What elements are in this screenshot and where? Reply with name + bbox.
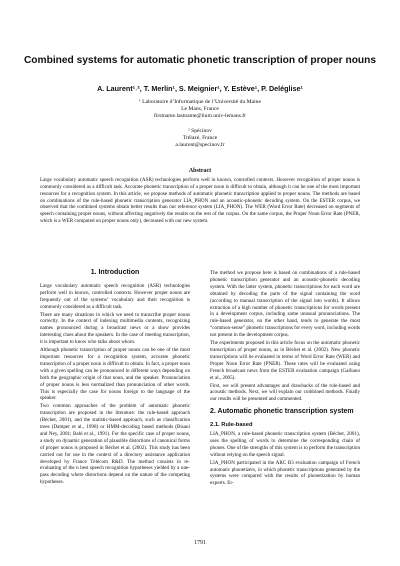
abstract-text: Large vocabulary automatic speech recognition (ASR) technologies perform well in known, controlled contexts. However recognition of proper nouns is commonly considered as a difficult task. Accurate phonetic transcription of a proper noun is difficult to obtain, although it can be one of the most important resources for a recognition system. In this article, we propose methods of automatic phonetic transcription applied to proper nouns. The methods are based on combinations of the rule-based phonetic transcription generator LIA_PHON and an acoustic-phonetic decoding system. On the ESTER corpus, we observed that the combined systems obtain better results than our reference system (LIA_PHON). The WER (Word Error Rate) decreased on segments of speech containing proper nouns, without affecting negatively the results on the rest of the corpus. On the same corpus, the Proper Noun Error Rate (PNER, which is a WER computed on proper nouns only), decreased with our new system. xyxy=(40,177,360,225)
affiliation-lium-city: Le Mans, France xyxy=(181,106,219,112)
section-1-heading: 1. Introduction xyxy=(90,269,140,276)
left-paragraph: Large vocabulary automatic speech recognition (ASR) technologies perform well in known, controlled contexts. However proper nouns are frequently out of the systems’ vocabulary and their recognition is commonly considered as a difficult task. xyxy=(40,282,190,310)
page-number: 1791 xyxy=(194,540,206,546)
left-column xyxy=(40,270,190,487)
left-paragraph: Although phonetic transcription of proper nouns can be one of the most important resources for a recognition system, accurate phonetic transcription of a proper noun is difficult to obtain. In fact, a proper noun with a given spelling can be pronounced in different ways depending on both the geographic origin of that noun, and the speaker. Pronunciation of proper nouns is less normalized than pronunciation of other words. This is especially the case for nouns foreign to the language of the speaker. xyxy=(40,347,190,402)
section-2-paragraph: LIA_PHON participated in the ARC B3 evaluation campaign of French automatic phonetizers, in which phonetic transcriptions generated by the systems were compared with the results of phonetization by human experts. Er- xyxy=(210,459,360,487)
affiliation-specinov-email: a.laurent@specinov.fr xyxy=(175,142,225,148)
abstract-heading: Abstract xyxy=(188,168,212,174)
affiliation-specinov-city: Trélazé, France xyxy=(182,135,218,141)
paper-title: Combined systems for automatic phonetic transcription of proper nouns xyxy=(23,55,377,66)
section-2-heading: 2. Automatic phonetic transcription system xyxy=(210,408,354,416)
left-paragraph: Two common approaches of the problem of automatic phonetic transcription are proposed in the literature: the rule-based approach (Béchet, 2001), and the statistic-based approach, such as classification trees (Damper et al., 1998) or HMM-decoding based methods (Bisani and Ney, 2001; Bahl et al., 1991). For the specific case of proper nouns, a study on dynamic generation of plausible distortions of canonical forms of proper nouns is proposed in Béchet et al. (2002). This study has been carried out for use in the context of a directory assistance application developed by France Télécom R&D. The method consists in re-evaluating of the n best speech recognition hypotheses yielded by a one-pass decoding where distortions depend on the nature of the competing hypotheses. xyxy=(40,403,190,486)
subsection-2-1-heading: 2.1. Rule-based xyxy=(210,422,253,429)
affiliation-lium-name: ¹ Laboratoire d’Informatique de l’Université du Maine xyxy=(139,99,261,105)
author-list: A. Laurent¹˒², T. Merlin¹, S. Meignier¹, Y. Estève¹, P. Deléglise¹ xyxy=(97,84,303,93)
right-paragraph: The experiments proposed in this article focus on the automatic phonetic transcription of proper nouns, as in Béchet et al. (2002). New phonetic transcriptions will be evaluated in terms of Word Error Rate (WER) and Proper Noun Error Rate (PNER). These rates will be evaluated using French broadcast news from the ESTER evaluation campaign (Galliano et al., 2005). xyxy=(210,340,360,381)
right-paragraph: The method we propose here is based on combinations of a rule-based phonetic transcription generator and an acoustic-phonetic decoding system. With the latter system, phonetic transcriptions for each word are obtained by decoding the parts of the signal containing the word (according to manual transcription of the signal into words). It allows extraction of a high number of phonetic transcriptions for words present in a development corpus, including some unusual pronunciations. The rule-based generator, on the other hand, tends to generate the most “common-sense” phonetic transcriptions for every word, including words not present in the development corpus. xyxy=(210,270,360,339)
right-paragraph: First, we will present advantages and drawbacks of the rule-based and acoustic methods. Next, we will explain our combined methods. Finally our results will be presented and commented. xyxy=(210,382,360,403)
left-paragraph: There are many situations in which we need to transcribe proper nouns correctly. In the context of indexing multimedia contents, recognizing names pronounced during a broadcast news or a show provides interesting clues about the speakers. In the case of meeting transcription, it is important to know who talks about whom. xyxy=(40,311,190,346)
affiliation-specinov-name: ² Spécinov xyxy=(188,128,212,134)
right-column xyxy=(210,270,360,488)
affiliation-lium-email: firstname.lastname@lium.univ-lemans.fr xyxy=(154,113,246,119)
section-2-paragraph: LIA_PHON, a rule-based phonetic transcription system (Béchet, 2001), uses the spelling of words to determine the corresponding chain of phones. One of the strengths of this system is to perform the transcription without relying on the speech signal. xyxy=(210,431,360,458)
